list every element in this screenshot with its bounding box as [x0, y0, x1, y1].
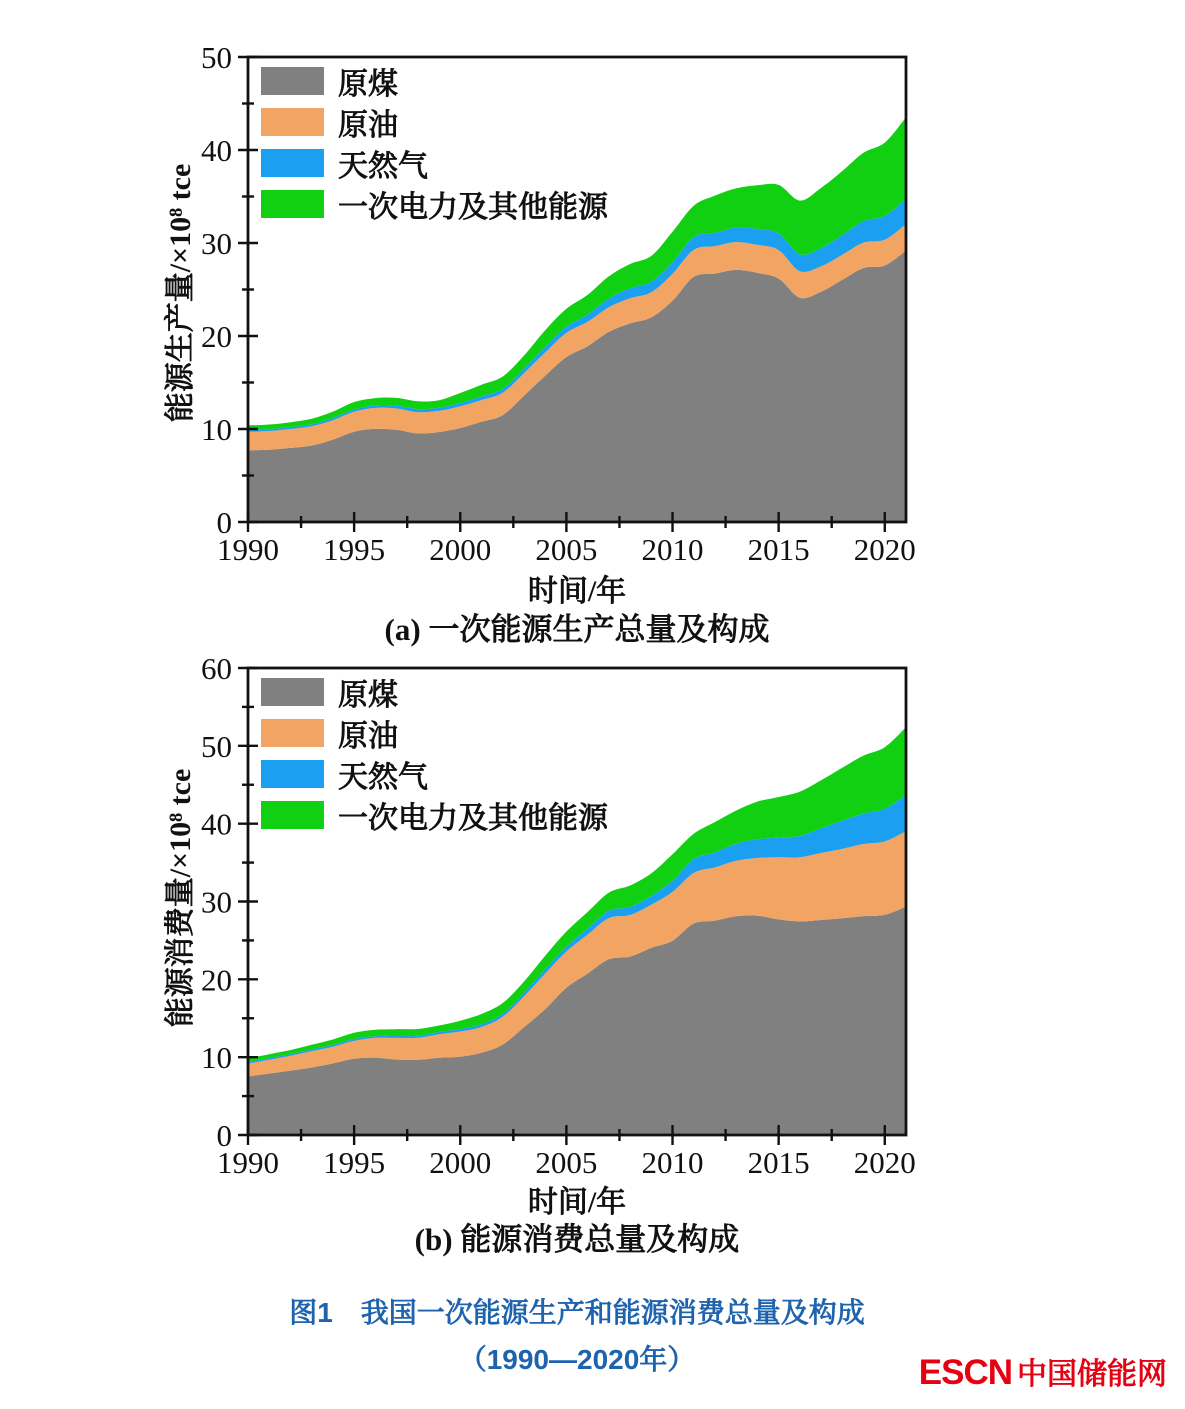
chart-a-legend [261, 67, 608, 231]
legend-item [261, 719, 608, 753]
x-tick-label: 2000 [429, 1145, 492, 1180]
legend-label: 原油 [338, 720, 398, 753]
x-tick-label: 2015 [747, 532, 810, 567]
escn-logo-latin: ESCN [918, 1353, 1012, 1392]
y-tick-label: 40 [201, 133, 232, 168]
legend-swatch-icon [261, 760, 324, 788]
legend-item [261, 108, 608, 142]
y-tick-label: 60 [201, 651, 232, 686]
x-tick-label: 1995 [323, 1145, 386, 1180]
legend-item [261, 801, 608, 835]
y-tick-label: 20 [201, 962, 232, 998]
x-tick-label: 2000 [429, 532, 492, 567]
x-tick-label: 2020 [853, 1145, 916, 1180]
chart-b-subtitle: (b) 能源消费总量及构成 [414, 1222, 740, 1257]
legend-item [261, 149, 608, 183]
x-tick-label: 2015 [747, 1145, 810, 1180]
legend-label: 一次电力及其他能源 [338, 191, 608, 224]
y-tick-label: 40 [201, 806, 232, 842]
legend-swatch-icon [261, 678, 324, 706]
legend-label: 天然气 [338, 761, 428, 794]
legend-label: 原油 [338, 109, 398, 142]
chart-b-x-axis-label: 时间/年 [527, 1186, 627, 1219]
x-tick-label: 2005 [535, 532, 598, 567]
legend-swatch-icon [261, 67, 324, 95]
chart-a-subtitle: (a) 一次能源生产总量及构成 [384, 612, 770, 647]
legend-item [261, 678, 608, 712]
legend-swatch-icon [261, 190, 324, 218]
figure-caption-title: 图1 我国一次能源生产和能源消费总量及构成 [289, 1297, 865, 1328]
x-tick-label: 1995 [323, 532, 386, 567]
legend-label: 原煤 [338, 679, 398, 712]
x-tick-label: 2005 [535, 1145, 598, 1180]
escn-logo[interactable] [919, 1349, 1167, 1393]
y-tick-label: 10 [201, 1040, 232, 1076]
y-tick-label: 0 [216, 1118, 232, 1153]
y-tick-label: 30 [201, 884, 232, 920]
y-tick-label: 50 [201, 40, 232, 75]
legend-swatch-icon [261, 719, 324, 747]
legend-label: 原煤 [338, 68, 398, 101]
y-tick-label: 0 [216, 505, 232, 540]
chart-a-x-axis-label: 时间/年 [527, 575, 627, 608]
y-tick-label: 20 [201, 319, 232, 354]
legend-item [261, 760, 608, 794]
escn-logo-cjk: 中国储能网 [1017, 1358, 1167, 1391]
legend-item [261, 67, 608, 101]
legend-label: 一次电力及其他能源 [338, 802, 608, 835]
chart-b-legend [261, 678, 608, 842]
y-tick-label: 50 [201, 728, 232, 764]
legend-swatch-icon [261, 108, 324, 136]
legend-swatch-icon [261, 149, 324, 177]
y-tick-label: 30 [201, 226, 232, 261]
x-tick-label: 2010 [641, 1145, 704, 1180]
legend-swatch-icon [261, 801, 324, 829]
chart-a-y-axis-label: 能源生产量/×10⁸ tce [164, 163, 197, 423]
x-tick-label: 2020 [853, 532, 916, 567]
legend-item [261, 190, 608, 224]
legend-label: 天然气 [338, 150, 428, 183]
y-tick-label: 10 [201, 412, 232, 447]
figure-caption-years: （1990—2020年） [458, 1344, 696, 1375]
x-tick-label: 1990 [217, 1145, 279, 1180]
chart-b-y-axis-label: 能源消费量/×10⁸ tce [164, 768, 197, 1028]
x-tick-label: 2010 [641, 532, 704, 567]
x-tick-label: 1990 [217, 532, 279, 567]
